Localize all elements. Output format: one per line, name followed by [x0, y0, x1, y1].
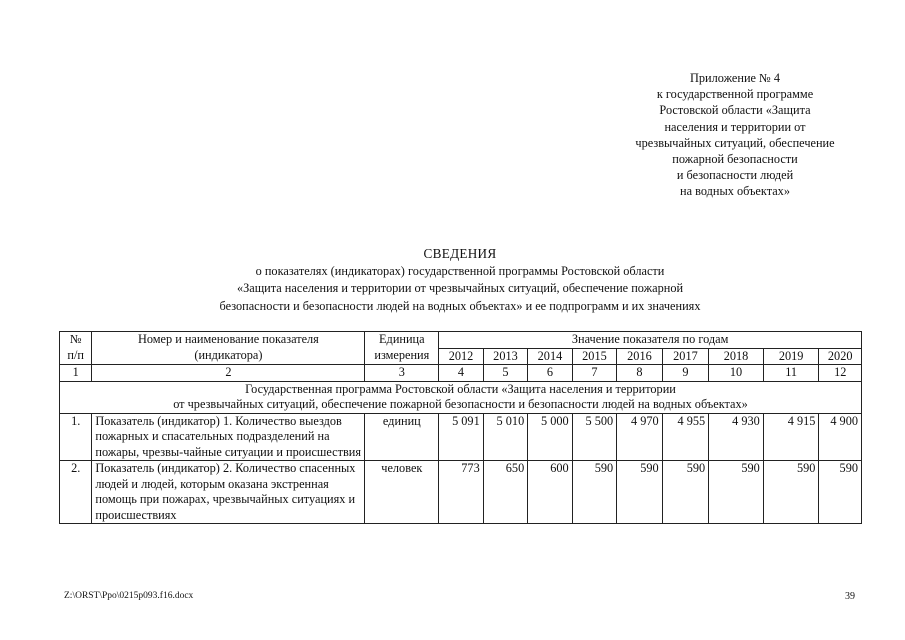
year-cell: 2012	[439, 348, 483, 365]
appendix-line: и безопасности людей	[676, 168, 794, 183]
footer-page-number: 39	[845, 591, 855, 602]
section-row	[60, 381, 862, 413]
row-value: 5 091	[439, 413, 483, 461]
row-value: 4 915	[763, 413, 819, 461]
column-number: 7	[572, 365, 616, 382]
row-num: 2.	[60, 461, 92, 524]
title-heading: СВЕДЕНИЯ	[423, 246, 497, 261]
row-value: 590	[763, 461, 819, 524]
table-row	[60, 461, 862, 524]
title-line: «Защита населения и территории от чрезвычайных ситуаций, обеспечение пожарной	[236, 281, 684, 295]
header-unit-line: измерения	[374, 347, 430, 362]
row-unit: человек	[365, 461, 439, 524]
header-num	[60, 332, 92, 365]
year-cell: 2013	[483, 348, 527, 365]
appendix-line: Ростовской области «Защита	[659, 103, 811, 118]
row-value: 4 970	[617, 413, 663, 461]
row-value: 5 500	[572, 413, 616, 461]
appendix-line: на водных объектах»	[680, 184, 790, 199]
year-cell: 2018	[709, 348, 764, 365]
column-numbers-row	[60, 365, 862, 382]
column-number: 11	[763, 365, 819, 382]
header-name	[92, 332, 365, 365]
row-value: 590	[709, 461, 764, 524]
footer-file-path: Z:\ORST\Ppo\0215p093.f16.docx	[64, 591, 194, 601]
title-line: безопасности и безопасности людей на водных объектах» и ее подпрограмм и их значениях	[219, 298, 701, 313]
title-line: о показателях (индикаторах) государственной программы Ростовской области	[255, 263, 665, 278]
header-name-line: (индикатора)	[194, 347, 263, 362]
column-number: 3	[365, 365, 439, 382]
column-number: 6	[528, 365, 572, 382]
row-value: 650	[483, 461, 527, 524]
appendix-line: к государственной программе	[656, 87, 814, 102]
column-number: 5	[483, 365, 527, 382]
row-value: 4 900	[819, 413, 862, 461]
row-value: 773	[439, 461, 483, 524]
year-cell: 2014	[528, 348, 572, 365]
section-title-line: Государственная программа Ростовской области «Защита населения и территории	[245, 381, 676, 396]
header-num-line: №	[69, 332, 82, 346]
header-name-line: Номер и наименование показателя	[137, 332, 319, 346]
header-num-line: п/п	[67, 347, 84, 362]
appendix-note	[600, 70, 870, 200]
row-value: 590	[662, 461, 709, 524]
section-title-line: от чрезвычайных ситуаций, обеспечение пожарной безопасности и безопасности людей на водных объектах»	[173, 397, 748, 411]
row-num: 1.	[60, 413, 92, 461]
appendix-line: Приложение № 4	[689, 71, 781, 85]
appendix-line: населения и территории от	[664, 119, 806, 134]
year-cell: 2016	[617, 348, 663, 365]
column-number: 4	[439, 365, 483, 382]
row-value: 5 000	[528, 413, 572, 461]
header-values-title: Значение показателя по годам	[439, 332, 862, 349]
row-indicator-name: Показатель (индикатор) 1. Количество выездов пожарных и спасательных подразделений на пожары, чрезвы-чайные ситуации и происшествия	[92, 413, 365, 461]
column-number: 2	[92, 365, 365, 382]
row-value: 600	[528, 461, 572, 524]
row-value: 590	[819, 461, 862, 524]
indicators-table	[59, 331, 862, 524]
document-title	[120, 245, 800, 315]
year-cell: 2017	[662, 348, 709, 365]
row-indicator-name: Показатель (индикатор) 2. Количество спасенных людей и людей, которым оказана экстренная помощь при пожарах, чрезвычайных ситуациях и происшествиях	[92, 461, 365, 524]
row-unit: единиц	[365, 413, 439, 461]
section-title	[60, 381, 862, 413]
column-number: 12	[819, 365, 862, 382]
row-value: 590	[572, 461, 616, 524]
header-unit	[365, 332, 439, 365]
table-header-row	[60, 332, 862, 349]
appendix-line: чрезвычайных ситуаций, обеспечение	[635, 135, 835, 150]
row-value: 5 010	[483, 413, 527, 461]
column-number: 8	[617, 365, 663, 382]
appendix-line: пожарной безопасности	[672, 152, 798, 167]
column-number: 10	[709, 365, 764, 382]
column-number: 9	[662, 365, 709, 382]
header-unit-line: Единица	[379, 332, 425, 346]
year-cell: 2019	[763, 348, 819, 365]
row-value: 4 955	[662, 413, 709, 461]
year-cell: 2020	[819, 348, 862, 365]
row-value: 590	[617, 461, 663, 524]
row-value: 4 930	[709, 413, 764, 461]
column-number: 1	[60, 365, 92, 382]
year-cell: 2015	[572, 348, 616, 365]
table-row	[60, 413, 862, 461]
